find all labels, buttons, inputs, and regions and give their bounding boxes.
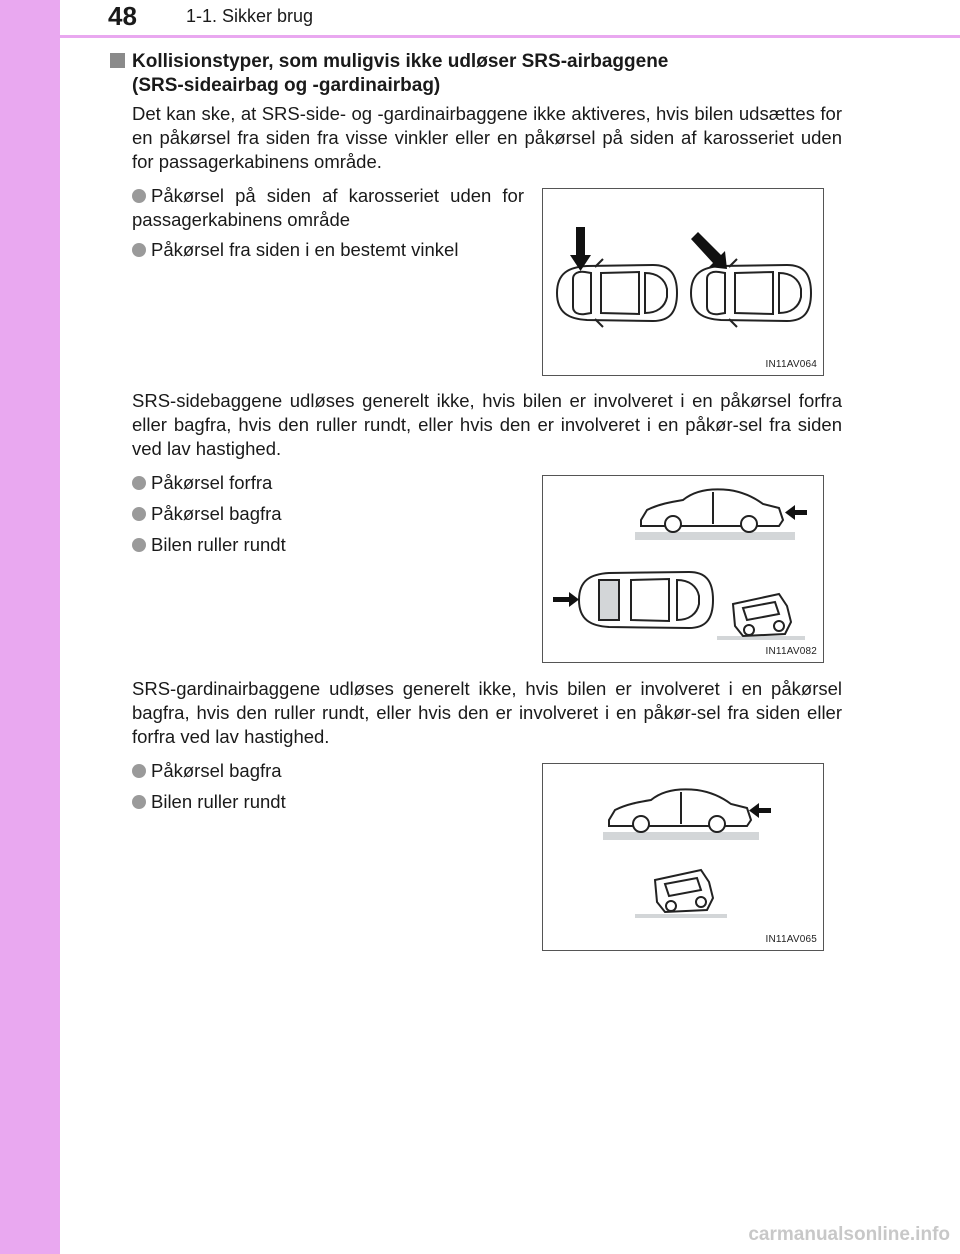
- ground-bar: [603, 832, 759, 840]
- figure-front-rear-rollover: [542, 475, 824, 663]
- heading-square-icon: [110, 53, 125, 68]
- figure-code: IN11AV064: [765, 359, 817, 370]
- figure-rear-rollover-illustration: [543, 764, 823, 950]
- bullet-rear: [132, 502, 282, 526]
- intro-paragraph: Det kan ske, at SRS-side- og -gardinairbaggene ikke aktiveres, hvis bilen udsættes for en påkørsel fra siden fra visse vinkler eller en påkørsel på siden af karosseriet uden for passagerkabinens område.: [132, 103, 842, 172]
- bullet-dot-icon: [132, 243, 146, 257]
- bullet-dot-icon: [132, 795, 146, 809]
- chapter-title: 1-1. Sikker brug: [186, 6, 314, 26]
- car-side-view: [609, 789, 751, 832]
- car-rollover-view: [655, 870, 713, 912]
- bullet-dot-icon: [132, 476, 146, 490]
- bullet-text: Påkørsel fra siden i en bestemt vinkel: [151, 239, 459, 260]
- bullet-text: Påkørsel bagfra: [151, 503, 282, 524]
- figure-front-rear-rollover-illustration: [543, 476, 823, 662]
- section-heading-line2: (SRS-sideairbag og -gardinairbag): [132, 75, 441, 96]
- bullet-text: Påkørsel forfra: [151, 472, 273, 493]
- figure-code: IN11AV065: [765, 934, 817, 945]
- bullet-dot-icon: [132, 507, 146, 521]
- impact-arrow-icon: [785, 505, 807, 520]
- impact-arrow-icon: [749, 803, 771, 818]
- figure-rear-rollover: [542, 763, 824, 951]
- bullet-text: Påkørsel på siden af karosseriet uden for passagerkabinens område: [132, 185, 524, 230]
- figure-side-impacts-illustration: [543, 189, 823, 375]
- impact-arrow-icon: [691, 232, 727, 269]
- impact-arrow-icon: [553, 592, 579, 607]
- section-heading-line1: Kollisionstyper, som muligvis ikke udløser SRS-airbaggene: [132, 51, 669, 72]
- figure-code: IN11AV082: [765, 646, 817, 657]
- ground-bar: [635, 914, 727, 918]
- side-airbag-paragraph: SRS-sidebaggene udløses generelt ikke, hvis bilen er involveret i en påkørsel forfra eller bagfra, hvis den ruller rundt, eller hvis den er involveret i en påkør-sel fra siden ved lav hastighed.: [132, 390, 842, 459]
- ground-bar: [717, 636, 805, 640]
- bullet-text: Bilen ruller rundt: [151, 791, 286, 812]
- figure-side-impacts: [542, 188, 824, 376]
- bullet-frontal: [132, 471, 272, 495]
- watermark: carmanualsonline.info: [748, 1224, 950, 1245]
- bullet-text: Påkørsel bagfra: [151, 760, 282, 781]
- curtain-airbag-paragraph: SRS-gardinairbaggene udløses generelt ikke, hvis bilen er involveret i en påkørsel bagfra, hvis den ruller rundt, eller hvis den er involveret i en påkør-sel fra siden eller forfra ved lav hastighed.: [132, 678, 842, 747]
- bullet-rear-2: [132, 759, 282, 783]
- bullet-rollover: [132, 533, 286, 557]
- header-rule: [0, 35, 960, 38]
- bullet-side-outside-cabin: [132, 184, 524, 232]
- page-number: 48: [108, 1, 137, 31]
- page-margin-tab: [0, 0, 60, 1254]
- bullet-rollover-2: [132, 790, 286, 814]
- car-top-view-2: [691, 259, 811, 327]
- car-top-view: [579, 572, 713, 628]
- car-rollover-view: [733, 594, 791, 636]
- car-side-view: [641, 489, 783, 532]
- car-top-view-1: [557, 259, 677, 327]
- bullet-dot-icon: [132, 764, 146, 778]
- bullet-dot-icon: [132, 189, 146, 203]
- ground-bar: [635, 532, 795, 540]
- bullet-text: Bilen ruller rundt: [151, 534, 286, 555]
- bullet-dot-icon: [132, 538, 146, 552]
- section-heading: [110, 50, 850, 98]
- bullet-side-angle: [132, 238, 458, 262]
- impact-arrow-icon: [570, 227, 591, 271]
